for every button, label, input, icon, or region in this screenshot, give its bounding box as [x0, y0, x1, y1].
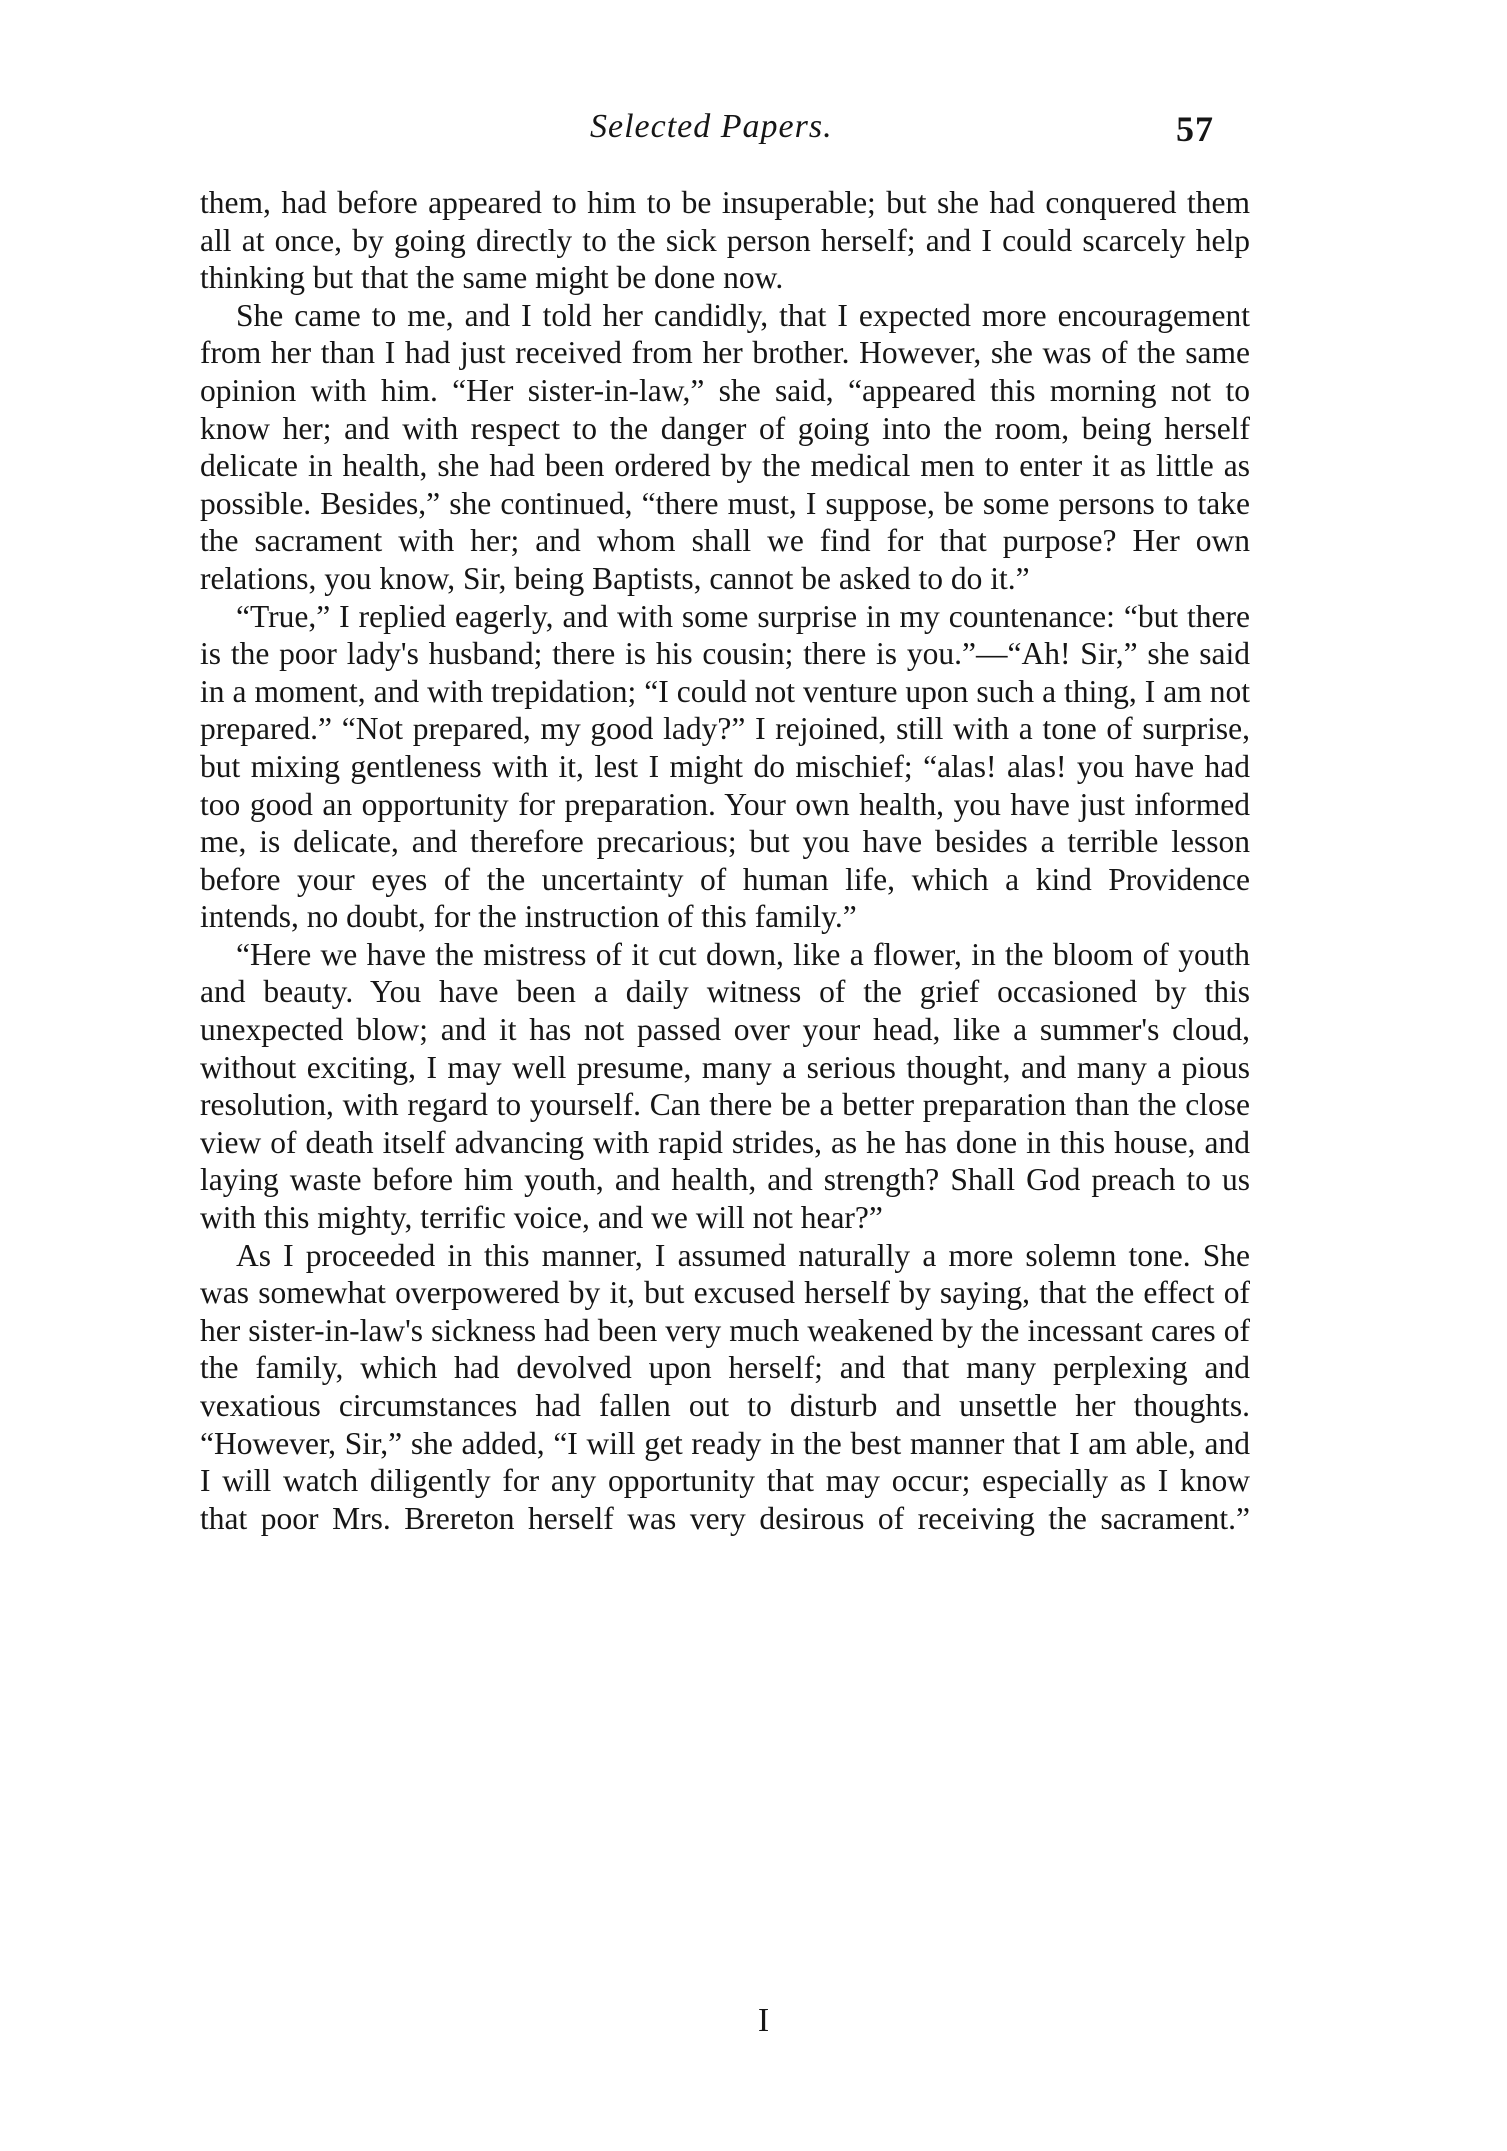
paragraph-1: them, had before appeared to him to be insuperable; but she had conquered them all at once, by going directly to the sick person herself; and I could scarcely help thinking but that the same might be done now. [200, 185, 1250, 296]
signature-mark: I [757, 2002, 770, 2039]
paragraph-5: As I proceeded in this manner, I assumed naturally a more solemn tone. She was somewhat overpowered by it, but excused herself by saying, that the effect of her sister-in-law's sickness had been very much weakened by the incessant cares of the family, which had devolved upon herself; and that many perplexing and vexatious circumstances had fallen out to disturb and unsettle her thoughts. “However, Sir,” she added, “I will get ready in the best manner that I am able, and I will watch diligently for any opportunity that may occur; especially as I know that poor Mrs. Brereton herself was very desirous of receiving the sacrament.” [200, 1237, 1250, 1536]
paragraph-3: “True,” I replied eagerly, and with some surprise in my countenance: “but there is the poor lady's husband; there is his cousin; there is you.”—“Ah! Sir,” she said in a moment, and with trepidation; “I could not venture upon such a thing, I am not prepared.” “Not prepared, my good lady?” I rejoined, still with a tone of surprise, but mixing gentleness with it, lest I might do mischief; “alas! alas! you have had too good an opportunity for preparation. Your own health, you have just informed me, is delicate, and therefore precarious; but you have besides a terrible lesson before your eyes of the uncertainty of human life, which a kind Providence intends, no doubt, for the instruction of this family.” [200, 598, 1250, 935]
paragraph-2: She came to me, and I told her candidly, that I expected more encouragement from her than I had just received from her brother. However, she was of the same opinion with him. “Her sister-in-law,” she said, “appeared this morning not to know her; and with respect to the danger of going into the room, being herself delicate in health, she had been ordered by the medical men to enter it as little as possible. Besides,” she continued, “there must, I suppose, be some persons to take the sacrament with her; and whom shall we find for that purpose? Her own relations, you know, Sir, being Baptists, cannot be asked to do it.” [200, 297, 1250, 596]
body-text [200, 184, 1250, 1537]
paragraph-4: “Here we have the mistress of it cut down, like a flower, in the bloom of youth and beauty. You have been a daily witness of the grief occasioned by this unexpected blow; and it has not passed over your head, like a summer's cloud, without exciting, I may well presume, many a serious thought, and many a pious resolution, with regard to yourself. Can there be a better preparation than the close view of death itself advancing with rapid strides, as he has done in this house, and laying waste before him youth, and health, and strength? Shall God preach to us with this mighty, terrific voice, and we will not hear?” [200, 936, 1250, 1236]
page-number: 57 [1176, 109, 1214, 149]
running-title: Selected Papers. [590, 108, 833, 145]
running-head [0, 108, 1507, 158]
